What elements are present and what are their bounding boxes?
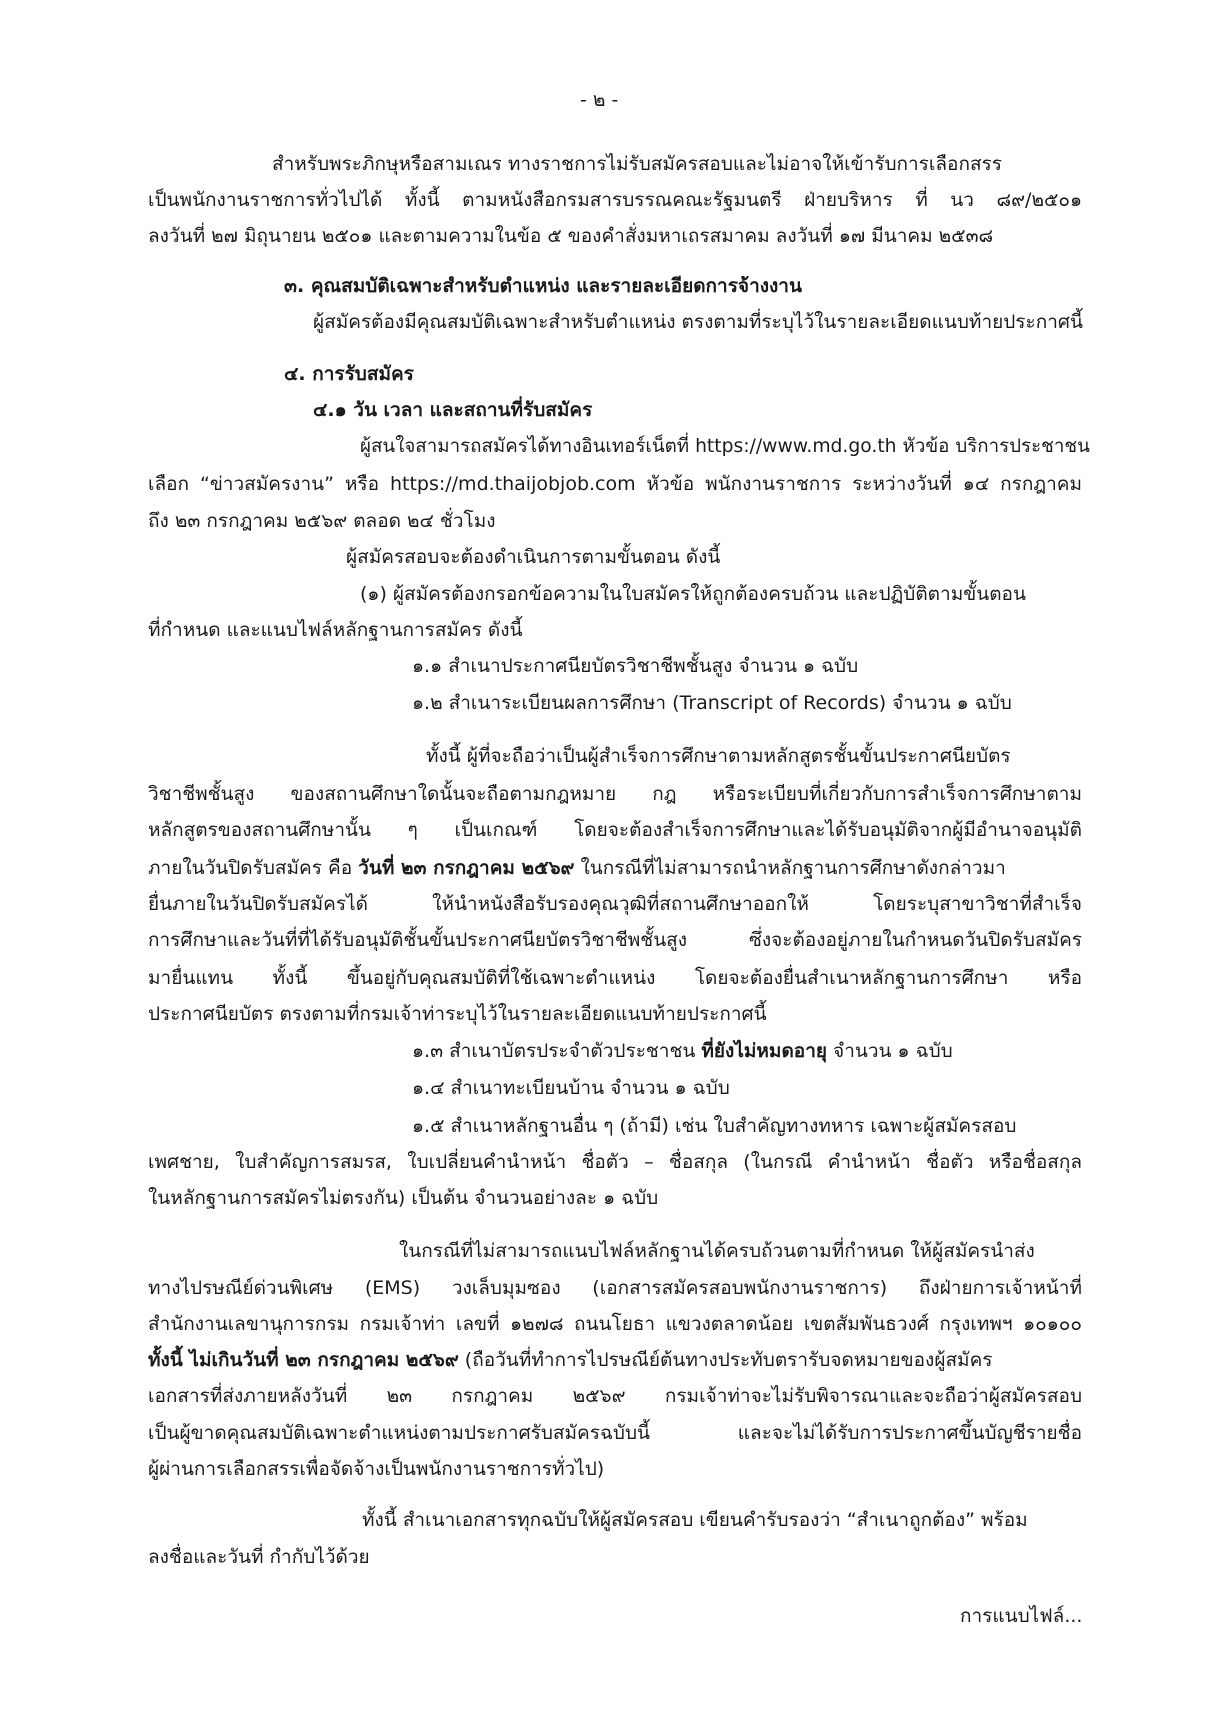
edu-line-7: มายื่นแทน ทั้งนี้ ขึ้นอยู่กับคุณสมบัติที่ใช้เฉพาะตำแหน่ง โดยจะต้องยื่นสำเนาหลักฐานการศึกษา หรือ (148, 967, 1082, 989)
s4-line-2: เลือก “ข่าวสมัครงาน” หรือ https://md.thaijobjob.com หัวข้อ พนักงานราชการ ระหว่างวันที่ ๑๔ กรกฎาคม (148, 473, 1082, 495)
s4-line-3: ถึง ๒๓ กรกฎาคม ๒๕๖๙ ตลอด ๒๔ ชั่วโมง (148, 510, 496, 532)
section-3-heading: ๓. คุณสมบัติเฉพาะสำหรับตำแหน่ง และรายละเอียดการจ้างงาน (284, 275, 802, 297)
mail-line-2: ทางไปรษณีย์ด่วนพิเศษ (EMS) วงเล็บมุมซอง (เอกสารสมัครสอบพนักงานราชการ) ถึงฝ่ายการเจ้าหน้าที่ (148, 1277, 1082, 1299)
doc-item-1-5-line-2: เพศชาย, ใบสำคัญการสมรส, ใบเปลี่ยนคำนำหน้า ชื่อตัว – ชื่อสกุล (ในกรณี คำนำหน้า ชื่อตัว หรือชื่อสกุล (148, 1151, 1082, 1173)
doc-item-1-2: ๑.๒ สำเนาระเบียนผลการศึกษา (Transcript of Records) จำนวน ๑ ฉบับ (412, 692, 1012, 714)
cert-line-2: ลงชื่อและวันที่ กำกับไว้ด้วย (148, 1546, 370, 1568)
edu-line-1: ทั้งนี้ ผู้ที่จะถือว่าเป็นผู้สำเร็จการศึกษาตามหลักสูตรชั้นขั้นประกาศนียบัตร (426, 745, 1011, 767)
p1-line-3: ลงวันที่ ๒๗ มิถุนายน ๒๕๐๑ และตามความในข้อ ๕ ของคำสั่งมหาเถรสมาคม ลงวันที่ ๑๗ มีนาคม ๒๕๓๘ (148, 225, 994, 247)
doc-item-1-1: ๑.๑ สำเนาประกาศนียบัตรวิชาชีพชั้นสูง จำนวน ๑ ฉบับ (412, 655, 859, 677)
page-number: - ๒ - (580, 89, 619, 111)
mail-line-7: ผู้ผ่านการเลือกสรรเพื่อจัดจ้างเป็นพนักงานราชการทั่วไป) (148, 1458, 605, 1480)
closing-date-bold: วันที่ ๒๓ กรกฎาคม ๒๕๖๙ (358, 857, 575, 879)
deadline-bold: ทั้งนี้ ไม่เกินวันที่ ๒๓ กรกฎาคม ๒๕๖๙ (148, 1349, 459, 1371)
mail-line-6: เป็นผู้ขาดคุณสมบัติเฉพาะตำแหน่งตามประกาศรับสมัครฉบับนี้ และจะไม่ได้รับการประกาศขึ้นบัญชีรายชื่อ (148, 1422, 1082, 1444)
doc-item-1-4: ๑.๔ สำเนาทะเบียนบ้าน จำนวน ๑ ฉบับ (412, 1077, 730, 1099)
mail-line-5: เอกสารที่ส่งภายหลังวันที่ ๒๓ กรกฎาคม ๒๕๖๙ กรมเจ้าท่าจะไม่รับพิจารณาและจะถือว่าผู้สมัครสอบ (148, 1385, 1082, 1407)
p1-line-2: เป็นพนักงานราชการทั่วไปได้ ทั้งนี้ ตามหนังสือกรมสารบรรณคณะรัฐมนตรี ฝ่ายบริหาร ที่ นว ๘๙/๒๕๐๑ (148, 189, 1082, 211)
section-4-1-heading: ๔.๑ วัน เวลา และสถานที่รับสมัคร (313, 399, 593, 421)
edu-line-3: หลักสูตรของสถานศึกษานั้น ๆ เป็นเกณฑ์ โดยจะต้องสำเร็จการศึกษาและได้รับอนุมัติจากผู้มีอำนาจอนุมัติ (148, 819, 1082, 841)
mail-line-1: ในกรณีที่ไม่สามารถแนบไฟล์หลักฐานได้ครบถ้วนตามที่กำหนด ให้ผู้สมัครนำส่ง (399, 1240, 1035, 1262)
p1-line-1: สำหรับพระภิกษุหรือสามเณร ทางราชการไม่รับสมัครสอบและไม่อาจให้เข้ารับการเลือกสรร (272, 153, 1002, 175)
doc-item-1-3: ๑.๓ สำเนาบัตรประจำตัวประชาชน ที่ยังไม่หมดอายุ จำนวน ๑ ฉบับ (412, 1040, 953, 1062)
edu-line-8: ประกาศนียบัตร ตรงตามที่กรมเจ้าท่าระบุไว้ในรายละเอียดแนบท้ายประกาศนี้ (148, 1003, 767, 1025)
edu-line-6: การศึกษาและวันที่ที่ได้รับอนุมัติชั้นขั้นประกาศนียบัตรวิชาชีพชั้นสูง ซึ่งจะต้องอยู่ภายในกำหนดวันปิดรับสมัคร (148, 929, 1082, 951)
s4-line-1: ผู้สนใจสามารถสมัครได้ทางอินเทอร์เน็ตที่ https://www.md.go.th หัวข้อ บริการประชาชน (360, 435, 1090, 457)
s4-line-6: ที่กำหนด และแนบไฟล์หลักฐานการสมัคร ดังนี้ (148, 619, 523, 641)
edu-line-4: ภายในวันปิดรับสมัคร คือ วันที่ ๒๓ กรกฎาคม ๒๕๖๙ ในกรณีที่ไม่สามารถนำหลักฐานการศึกษาดังกล่าวมา (148, 857, 1006, 879)
s4-line-4: ผู้สมัครสอบจะต้องดำเนินการตามขั้นตอน ดังนี้ (346, 546, 721, 568)
not-expired-bold: ที่ยังไม่หมดอายุ (701, 1040, 828, 1062)
edu-line-2: วิชาชีพชั้นสูง ของสถานศึกษาใดนั้นจะถือตามกฎหมาย กฎ หรือระเบียบที่เกี่ยวกับการสำเร็จการศึกษาตาม (148, 783, 1082, 805)
continuation-text: การแนบไฟล์... (960, 1605, 1083, 1627)
doc-item-1-5: ๑.๕ สำเนาหลักฐานอื่น ๆ (ถ้ามี) เช่น ใบสำคัญทางทหาร เฉพาะผู้สมัครสอบ (412, 1115, 1017, 1137)
mail-line-3: สำนักงานเลขานุการกรม กรมเจ้าท่า เลขที่ ๑๒๗๘ ถนนโยธา แขวงตลาดน้อย เขตสัมพันธวงศ์ กรุงเทพฯ ๑๐๑๐๐ (148, 1313, 1082, 1335)
cert-line-1: ทั้งนี้ สำเนาเอกสารทุกฉบับให้ผู้สมัครสอบ เขียนคำรับรองว่า “สำเนาถูกต้อง” พร้อม (362, 1509, 1028, 1531)
mail-line-4: ทั้งนี้ ไม่เกินวันที่ ๒๓ กรกฎาคม ๒๕๖๙ (ถือวันที่ทำการไปรษณีย์ต้นทางประทับตรารับจดหมายของผู้สมัคร (148, 1349, 993, 1371)
section-4-heading: ๔. การรับสมัคร (284, 363, 414, 385)
doc-item-1-5-line-3: ในหลักฐานการสมัครไม่ตรงกัน) เป็นต้น จำนวนอย่างละ ๑ ฉบับ (148, 1187, 659, 1209)
s4-line-5: (๑) ผู้สมัครต้องกรอกข้อความในใบสมัครให้ถูกต้องครบถ้วน และปฏิบัติตามขั้นตอน (360, 583, 1026, 605)
edu-line-5: ยื่นภายในวันปิดรับสมัครได้ ให้นำหนังสือรับรองคุณวุฒิที่สถานศึกษาออกให้ โดยระบุสาขาวิชาที่สำเร็จ (148, 893, 1082, 915)
section-3-body: ผู้สมัครต้องมีคุณสมบัติเฉพาะสำหรับตำแหน่ง ตรงตามที่ระบุไว้ในรายละเอียดแนบท้ายประกาศนี้ (313, 311, 1083, 333)
